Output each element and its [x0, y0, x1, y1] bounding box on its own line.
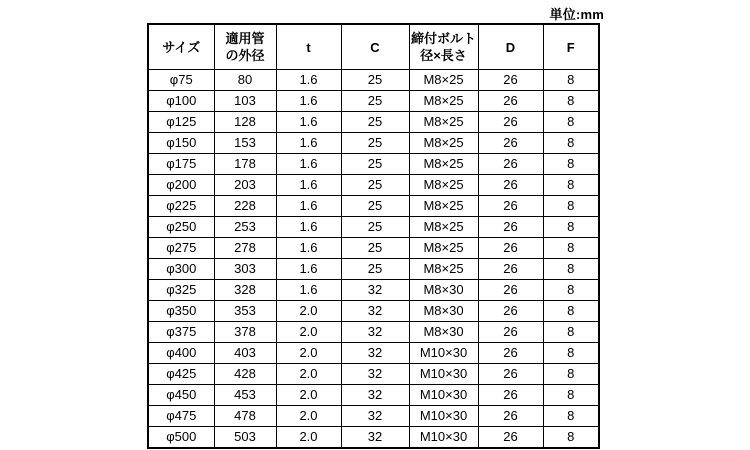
d-cell: 26 [478, 364, 543, 385]
size-cell: φ200 [148, 175, 214, 196]
c-cell: 25 [341, 154, 409, 175]
size-cell: φ250 [148, 217, 214, 238]
header-bolt-line: 締付ボルト [410, 31, 476, 46]
bolt-cell: M8×25 [409, 217, 478, 238]
t-cell: 1.6 [276, 112, 341, 133]
c-cell: 25 [341, 112, 409, 133]
t-cell: 1.6 [276, 154, 341, 175]
t-cell: 1.6 [276, 217, 341, 238]
bolt-cell: M10×30 [409, 385, 478, 406]
f-cell: 8 [543, 154, 599, 175]
table-row [148, 133, 599, 154]
t-cell: 2.0 [276, 301, 341, 322]
c-cell: 25 [341, 217, 409, 238]
header-t-line: t [306, 39, 311, 55]
c-cell: 32 [341, 406, 409, 427]
c-cell: 32 [341, 343, 409, 364]
f-cell: 8 [543, 175, 599, 196]
t-cell: 2.0 [276, 364, 341, 385]
d-cell: 26 [478, 322, 543, 343]
unit-label: 単位:mm [549, 7, 604, 22]
size-cell: φ75 [148, 70, 214, 91]
c-cell: 25 [341, 175, 409, 196]
bolt-cell: M10×30 [409, 406, 478, 427]
f-cell: 8 [543, 70, 599, 91]
outer-diameter-cell: 278 [214, 238, 276, 259]
c-cell: 32 [341, 427, 409, 449]
bolt-cell: M8×30 [409, 322, 478, 343]
bolt-cell: M8×25 [409, 133, 478, 154]
d-cell: 26 [478, 280, 543, 301]
t-cell: 2.0 [276, 343, 341, 364]
table-row [148, 322, 599, 343]
bolt-cell: M8×25 [409, 259, 478, 280]
f-cell: 8 [543, 259, 599, 280]
outer-diameter-cell: 428 [214, 364, 276, 385]
size-cell: φ175 [148, 154, 214, 175]
t-cell: 2.0 [276, 322, 341, 343]
d-cell: 26 [478, 91, 543, 112]
t-cell: 1.6 [276, 133, 341, 154]
outer-diameter-cell: 353 [214, 301, 276, 322]
bolt-cell: M8×25 [409, 196, 478, 217]
header-d-line: D [505, 39, 516, 55]
header-outer-diameter [214, 24, 276, 70]
outer-diameter-cell: 178 [214, 154, 276, 175]
t-cell: 1.6 [276, 91, 341, 112]
f-cell: 8 [543, 91, 599, 112]
t-cell: 2.0 [276, 427, 341, 449]
c-cell: 32 [341, 385, 409, 406]
header-d [478, 24, 543, 70]
d-cell: 26 [478, 406, 543, 427]
c-cell: 32 [341, 280, 409, 301]
table-row [148, 112, 599, 133]
table-row [148, 154, 599, 175]
table-row [148, 70, 599, 91]
bolt-cell: M8×25 [409, 175, 478, 196]
d-cell: 26 [478, 112, 543, 133]
size-cell: φ325 [148, 280, 214, 301]
size-cell: φ375 [148, 322, 214, 343]
header-f-line: F [566, 39, 575, 55]
t-cell: 1.6 [276, 238, 341, 259]
header-size-line: サイズ [162, 39, 201, 55]
table-row [148, 385, 599, 406]
outer-diameter-cell: 153 [214, 133, 276, 154]
outer-diameter-cell: 503 [214, 427, 276, 449]
header-row [148, 24, 599, 70]
t-cell: 1.6 [276, 70, 341, 91]
header-outer-diameter-line: 適用管 [225, 31, 265, 46]
size-cell: φ100 [148, 91, 214, 112]
d-cell: 26 [478, 259, 543, 280]
bolt-cell: M8×30 [409, 280, 478, 301]
header-f [543, 24, 599, 70]
table-row [148, 280, 599, 301]
outer-diameter-cell: 103 [214, 91, 276, 112]
d-cell: 26 [478, 196, 543, 217]
d-cell: 26 [478, 154, 543, 175]
c-cell: 32 [341, 322, 409, 343]
bolt-cell: M8×25 [409, 112, 478, 133]
outer-diameter-cell: 378 [214, 322, 276, 343]
table-row [148, 259, 599, 280]
f-cell: 8 [543, 196, 599, 217]
f-cell: 8 [543, 217, 599, 238]
bolt-cell: M8×25 [409, 70, 478, 91]
d-cell: 26 [478, 175, 543, 196]
c-cell: 25 [341, 238, 409, 259]
d-cell: 26 [478, 217, 543, 238]
size-cell: φ225 [148, 196, 214, 217]
f-cell: 8 [543, 364, 599, 385]
size-cell: φ450 [148, 385, 214, 406]
table-row [148, 406, 599, 427]
bolt-cell: M10×30 [409, 343, 478, 364]
size-cell: φ150 [148, 133, 214, 154]
table-row [148, 364, 599, 385]
header-c [341, 24, 409, 70]
c-cell: 25 [341, 133, 409, 154]
table-row [148, 343, 599, 364]
table-row [148, 427, 599, 449]
d-cell: 26 [478, 343, 543, 364]
t-cell: 2.0 [276, 385, 341, 406]
outer-diameter-cell: 328 [214, 280, 276, 301]
table-row [148, 91, 599, 112]
bolt-cell: M10×30 [409, 427, 478, 449]
f-cell: 8 [543, 427, 599, 449]
d-cell: 26 [478, 238, 543, 259]
c-cell: 25 [341, 91, 409, 112]
table-row [148, 238, 599, 259]
bolt-cell: M8×25 [409, 238, 478, 259]
size-cell: φ500 [148, 427, 214, 449]
size-cell: φ475 [148, 406, 214, 427]
table-row [148, 217, 599, 238]
bolt-cell: M10×30 [409, 364, 478, 385]
size-cell: φ350 [148, 301, 214, 322]
header-size [148, 24, 214, 70]
outer-diameter-cell: 403 [214, 343, 276, 364]
f-cell: 8 [543, 406, 599, 427]
d-cell: 26 [478, 301, 543, 322]
c-cell: 32 [341, 301, 409, 322]
table-row [148, 175, 599, 196]
f-cell: 8 [543, 112, 599, 133]
outer-diameter-cell: 253 [214, 217, 276, 238]
outer-diameter-cell: 128 [214, 112, 276, 133]
bolt-cell: M8×30 [409, 301, 478, 322]
outer-diameter-cell: 453 [214, 385, 276, 406]
t-cell: 2.0 [276, 406, 341, 427]
f-cell: 8 [543, 280, 599, 301]
header-t [276, 24, 341, 70]
t-cell: 1.6 [276, 280, 341, 301]
f-cell: 8 [543, 343, 599, 364]
table-body [148, 70, 599, 449]
t-cell: 1.6 [276, 259, 341, 280]
d-cell: 26 [478, 385, 543, 406]
d-cell: 26 [478, 70, 543, 91]
t-cell: 1.6 [276, 196, 341, 217]
size-cell: φ425 [148, 364, 214, 385]
outer-diameter-cell: 303 [214, 259, 276, 280]
spec-table [147, 23, 600, 449]
header-c-line: C [370, 39, 380, 55]
f-cell: 8 [543, 238, 599, 259]
table-row [148, 301, 599, 322]
f-cell: 8 [543, 133, 599, 154]
t-cell: 1.6 [276, 175, 341, 196]
c-cell: 32 [341, 364, 409, 385]
c-cell: 25 [341, 259, 409, 280]
c-cell: 25 [341, 196, 409, 217]
size-cell: φ300 [148, 259, 214, 280]
bolt-cell: M8×25 [409, 154, 478, 175]
c-cell: 25 [341, 70, 409, 91]
outer-diameter-cell: 478 [214, 406, 276, 427]
outer-diameter-cell: 203 [214, 175, 276, 196]
size-cell: φ125 [148, 112, 214, 133]
table-row [148, 196, 599, 217]
size-cell: φ400 [148, 343, 214, 364]
outer-diameter-cell: 228 [214, 196, 276, 217]
outer-diameter-cell: 80 [214, 70, 276, 91]
header-outer-diameter-line: の外径 [225, 48, 265, 63]
d-cell: 26 [478, 427, 543, 449]
bolt-cell: M8×25 [409, 91, 478, 112]
f-cell: 8 [543, 301, 599, 322]
f-cell: 8 [543, 385, 599, 406]
f-cell: 8 [543, 322, 599, 343]
header-bolt-line: 径×長さ [420, 48, 467, 63]
size-cell: φ275 [148, 238, 214, 259]
d-cell: 26 [478, 133, 543, 154]
header-bolt [409, 24, 478, 70]
